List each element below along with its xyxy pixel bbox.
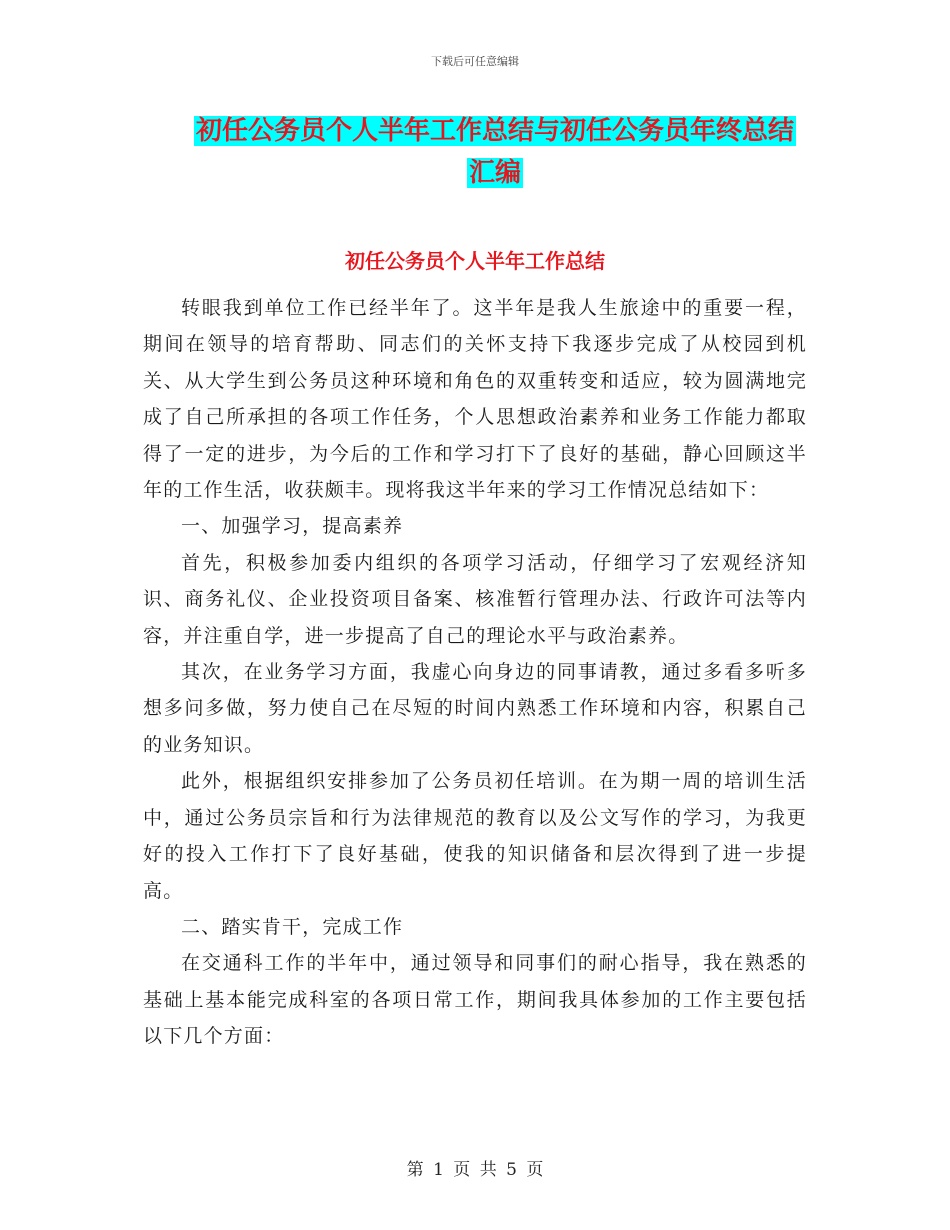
paragraph: 其次，在业务学习方面，我虚心向身边的同事请教，通过多看多听多想多问多做，努力使自己在尽短的时间内熟悉工作环境和内容，积累自己的业务知识。 [143,661,807,756]
section-title: 初任公务员个人半年工作总结 [345,249,605,273]
page-number: 第 1 页 共 5 页 [406,1160,544,1180]
paragraph-heading: 二、踏实肯干，完成工作 [181,915,404,938]
paragraph: 此外，根据组织安排参加了公务员初任培训。在为期一周的培训生活中，通过公务员宗旨和行为法律规范的教育以及公文写作的学习，为我更好的投入工作打下了良好基础，使我的知识储备和层次得到了进一步提高。 [143,770,807,902]
page-header-note: 下载后可任意编辑 [431,55,519,68]
paragraph: 首先，积极参加委内组织的各项学习活动，仔细学习了宏观经济知识、商务礼仪、企业投资项目备案、核准暂行管理办法、行政许可法等内容，并注重自学，进一步提高了自己的理论水平与政治素养。 [143,551,807,647]
paragraph: 转眼我到单位工作已经半年了。这半年是我人生旅途中的重要一程，期间在领导的培育帮助、同志们的关怀支持下我逐步完成了从校园到机关、从大学生到公务员这种环境和角色的双重转变和适应，较为圆满地完成了自己所承担的各项工作任务，个人思想政治素养和业务工作能力都取得了一定的进步，为今后的工作和学习打下了良好的基础，静心回顾这半年的工作生活，收获颇丰。现将我这半年来的学习工作情况总结如下： [143,297,807,502]
document-title [145,110,845,194]
paragraph-heading: 一、加强学习，提高素养 [181,515,404,538]
document-body [143,290,807,1055]
document-title-line-1: 初任公务员个人半年工作总结与初任公务员年终总结 [195,116,794,146]
document-title-line-2: 汇编 [468,158,521,188]
paragraph: 在交通科工作的半年中，通过领导和同事们的耐心指导，我在熟悉的基础上基本能完成科室的各项日常工作，期间我具体参加的工作主要包括以下几个方面： [143,952,807,1048]
